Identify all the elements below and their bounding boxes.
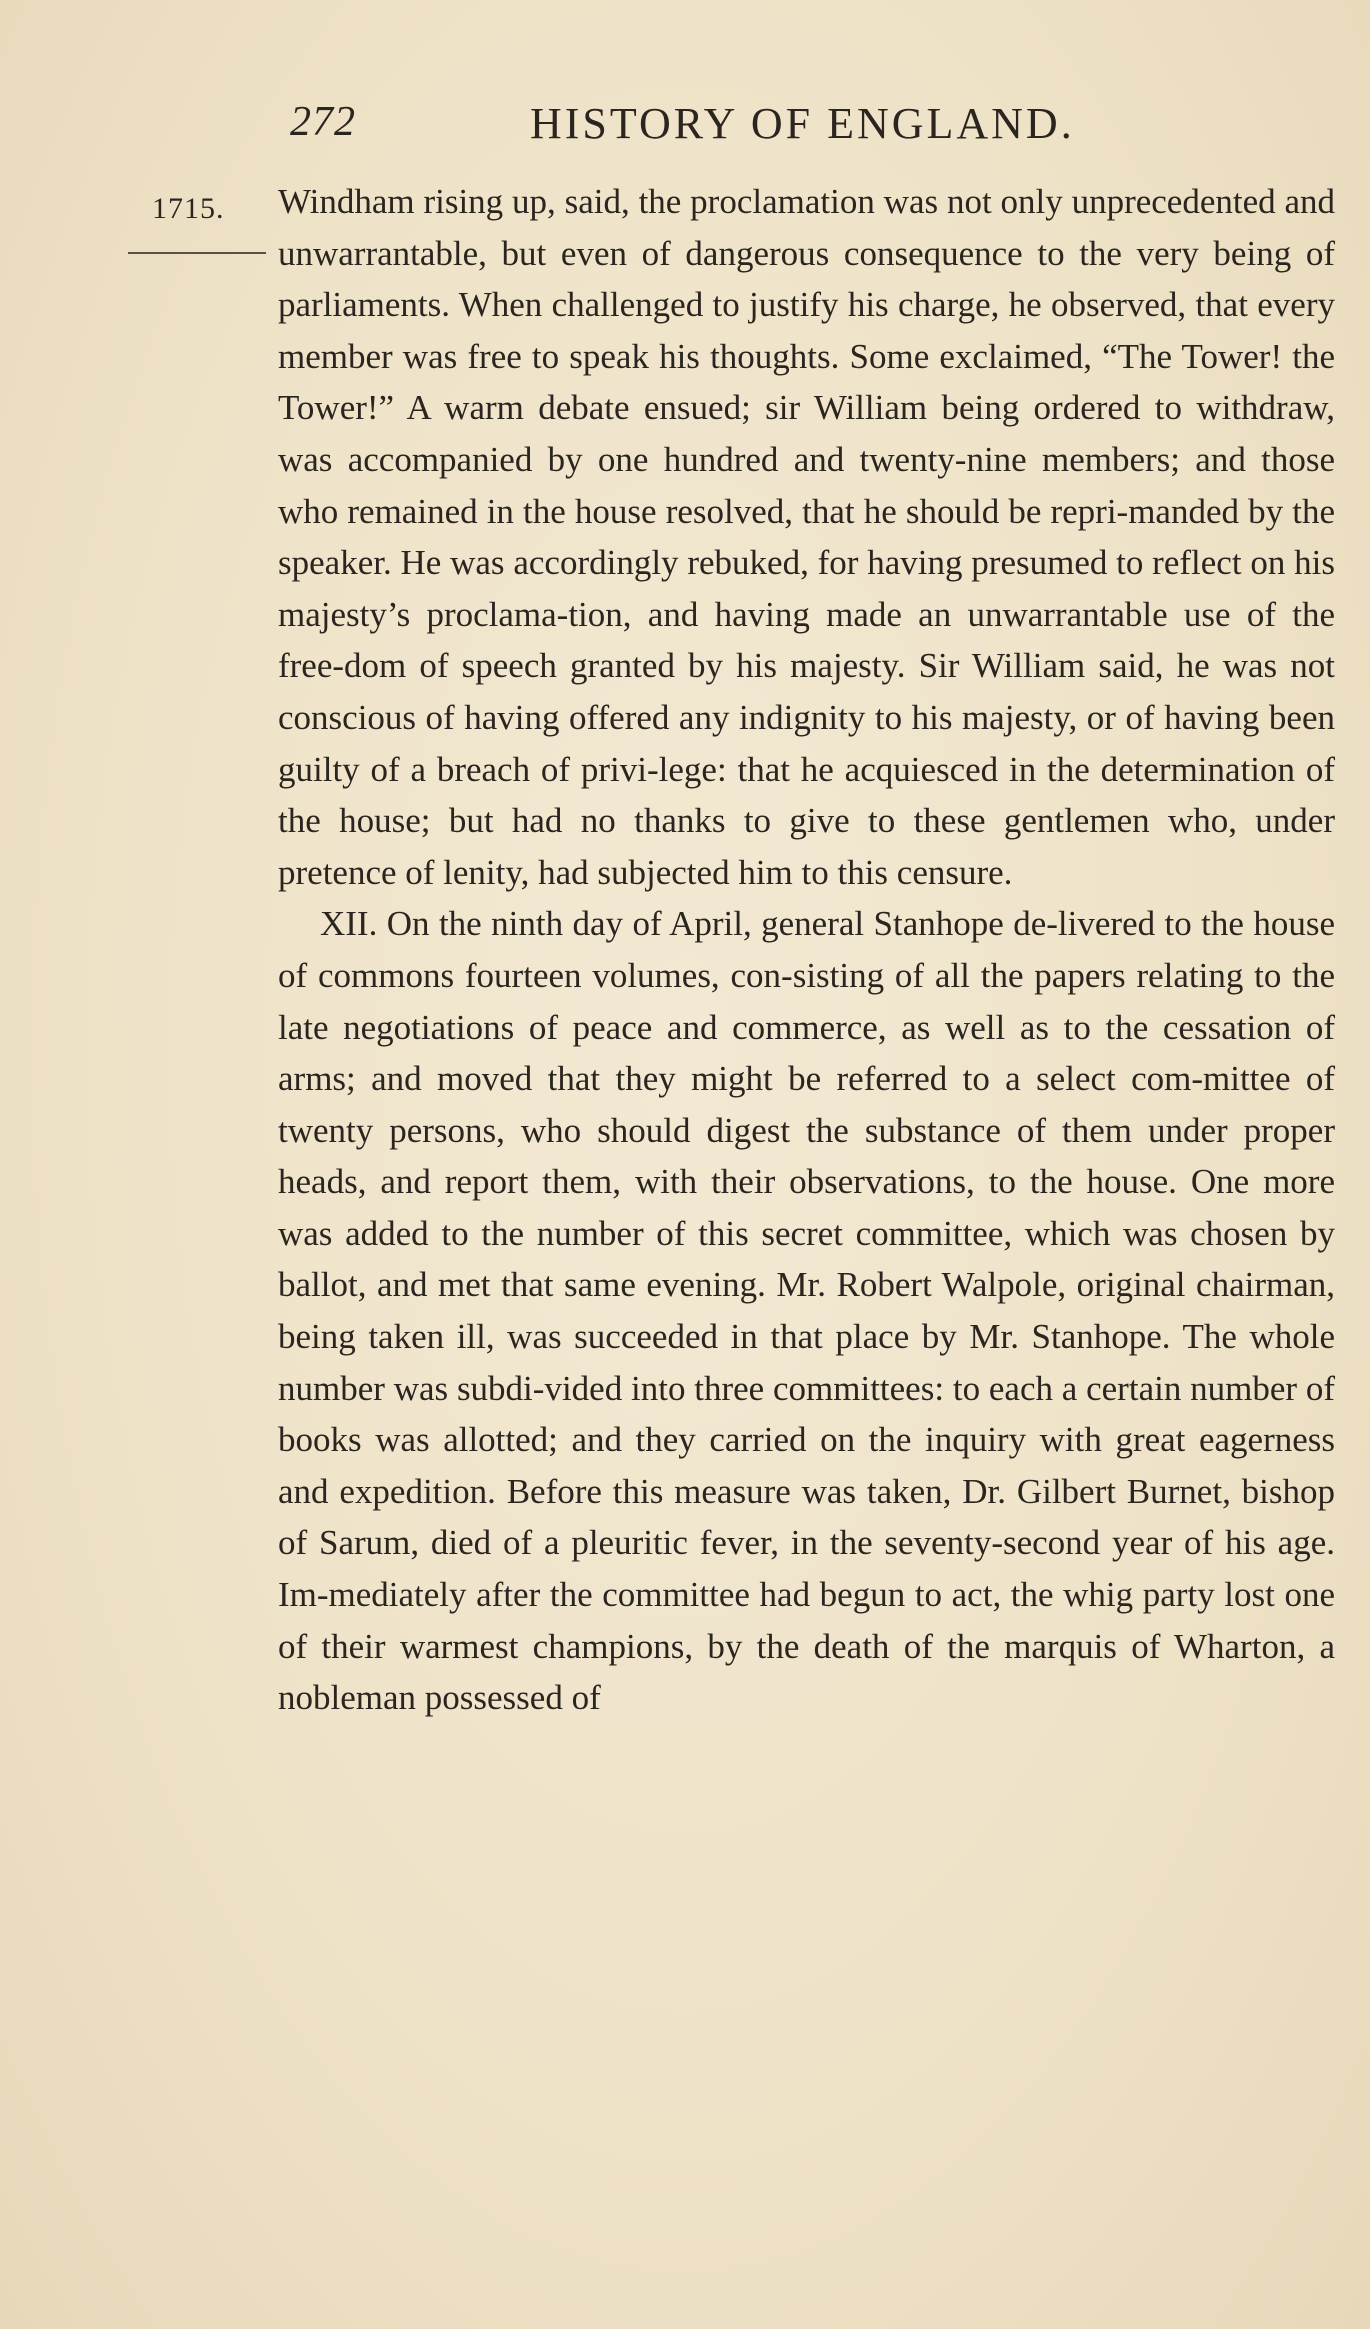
- running-title: HISTORY OF ENGLAND.: [530, 99, 1075, 148]
- margin-year-note: 1715.: [152, 192, 225, 225]
- paragraph-windham: Windham rising up, said, the proclamation was not only unprecedented and unwarrantable, but even of dangerous consequence to the very being of parliaments. When challenged to justify his charge, he observed, that every member was free to speak his thoughts. Some exclaimed, “The Tower! the Tower!” A warm debate ensued; sir William being ordered to withdraw, was accompanied by one hundred and twenty-nine members; and those who remained in the house resolved, that he should be repri-manded by the speaker. He was accordingly rebuked, for having presumed to reflect on his majesty’s proclama-tion, and having made an unwarrantable use of the free-dom of speech granted by his majesty. Sir William said, he was not conscious of having offered any indignity to his majesty, or of having been guilty of a breach of privi-lege: that he acquiesced in the determination of the house; but had no thanks to give to these gentlemen who, under pretence of lenity, had subjected him to this censure.: [278, 182, 1335, 892]
- page-number: 272: [290, 99, 356, 145]
- paragraph-section-xii: XII. On the ninth day of April, general Stanhope de-livered to the house of commons fourteen volumes, con-sisting of all the papers relating to the late negotiations of peace and commerce, as well as to the cessation of arms; and moved that they might be referred to a select com-mittee of twenty persons, who should digest the substance of them under proper heads, and report them, with their observations, to the house. One more was added to the number of this secret committee, which was chosen by ballot, and met that same evening. Mr. Robert Walpole, original chairman, being taken ill, was succeeded in that place by Mr. Stanhope. The whole number was subdi-vided into three committees: to each a certain number of books was allotted; and they carried on the inquiry with great eagerness and expedition. Before this measure was taken, Dr. Gilbert Burnet, bishop of Sarum, died of a pleuritic fever, in the seventy-second year of his age. Im-mediately after the committee had begun to act, the whig party lost one of their warmest champions, by the death of the marquis of Wharton, a nobleman possessed of: [278, 904, 1335, 1718]
- body-text: [278, 176, 1335, 1724]
- margin-rule: [128, 252, 266, 254]
- running-head: [290, 98, 1120, 158]
